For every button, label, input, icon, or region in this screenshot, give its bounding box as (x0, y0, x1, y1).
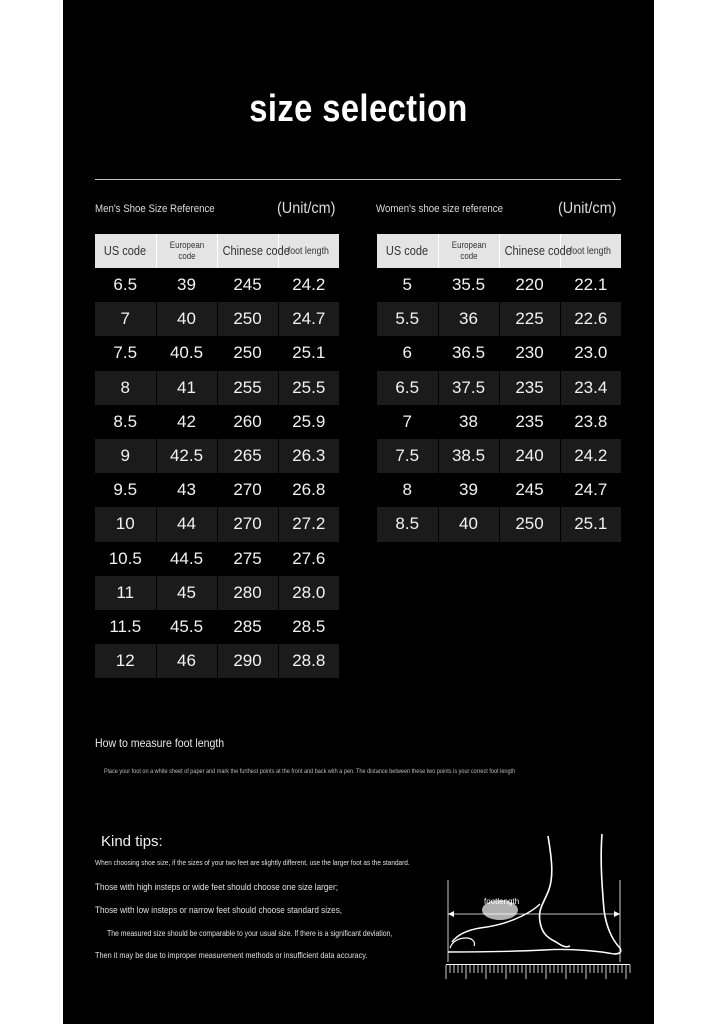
table-row (95, 610, 339, 644)
table-cell: 11.5 (95, 610, 156, 644)
table-cell: 25.9 (278, 405, 339, 439)
diagram-label: footlength (484, 897, 520, 906)
table-cell: 9.5 (95, 473, 156, 507)
table-cell: 25.1 (560, 507, 621, 541)
header-foot-length: foot length (560, 234, 621, 268)
table-cell: 40 (156, 302, 217, 336)
table-cell: 39 (438, 473, 499, 507)
table-cell: 28.0 (278, 576, 339, 610)
table-cell: 22.6 (560, 302, 621, 336)
ruler-baseline (446, 964, 630, 965)
table-row (377, 371, 621, 405)
table-cell: 285 (217, 610, 278, 644)
table-cell: 25.1 (278, 336, 339, 370)
table-cell: 23.4 (560, 371, 621, 405)
header-european-code: European code (156, 234, 217, 268)
arrow-right-icon (614, 911, 620, 917)
women-table-title: Women's shoe size reference (376, 203, 504, 215)
header-us-code: US code (95, 234, 156, 268)
table-cell: 7 (377, 405, 438, 439)
table-cell: 235 (499, 405, 560, 439)
table-cell: 230 (499, 336, 560, 370)
table-cell: 43 (156, 473, 217, 507)
table-cell: 38 (438, 405, 499, 439)
table-cell: 275 (217, 542, 278, 576)
foot-measure-diagram (444, 830, 636, 990)
table-cell: 245 (217, 268, 278, 302)
table-cell: 37.5 (438, 371, 499, 405)
table-cell: 42 (156, 405, 217, 439)
header-european-code: European code (438, 234, 499, 268)
table-cell: 235 (499, 371, 560, 405)
table-row (95, 268, 339, 302)
table-cell: 24.7 (278, 302, 339, 336)
tip-line: When choosing shoe size, if the sizes of your two feet are slightly different, use the larger foot as the standard. (95, 858, 410, 867)
table-cell: 6.5 (377, 371, 438, 405)
table-cell: 290 (217, 644, 278, 678)
table-row (95, 542, 339, 576)
table-cell: 265 (217, 439, 278, 473)
table-cell: 6 (377, 336, 438, 370)
arrow-left-icon (448, 911, 454, 917)
men-unit-label: (Unit/cm) (277, 200, 336, 217)
table-row (95, 473, 339, 507)
table-cell: 36.5 (438, 336, 499, 370)
table-row (377, 507, 621, 541)
table-row (377, 302, 621, 336)
table-cell: 22.1 (560, 268, 621, 302)
size-chart-page (63, 0, 654, 1024)
table-cell: 225 (499, 302, 560, 336)
table-row (377, 336, 621, 370)
table-cell: 24.7 (560, 473, 621, 507)
table-row (95, 507, 339, 541)
table-cell: 41 (156, 371, 217, 405)
table-cell: 24.2 (560, 439, 621, 473)
table-row (377, 473, 621, 507)
table-cell: 45 (156, 576, 217, 610)
table-row (95, 644, 339, 678)
table-cell: 245 (499, 473, 560, 507)
table-cell: 28.5 (278, 610, 339, 644)
header-us-code: US code (377, 234, 438, 268)
tip-line: Then it may be due to improper measurement methods or insufficient data accuracy. (95, 950, 368, 960)
table-cell: 10.5 (95, 542, 156, 576)
table-row (95, 576, 339, 610)
table-row (95, 371, 339, 405)
table-cell: 5 (377, 268, 438, 302)
table-cell: 240 (499, 439, 560, 473)
table-cell: 10 (95, 507, 156, 541)
table-cell: 250 (217, 302, 278, 336)
table-cell: 45.5 (156, 610, 217, 644)
page-title: size selection (249, 88, 468, 130)
foot-sole-line (448, 949, 614, 954)
table-cell: 28.8 (278, 644, 339, 678)
table-cell: 42.5 (156, 439, 217, 473)
women-unit-label: (Unit/cm) (558, 200, 617, 217)
tips-heading: Kind tips: (101, 833, 163, 850)
ruler (446, 965, 630, 979)
table-cell: 8.5 (95, 405, 156, 439)
measure-instructions: Place your foot on a white sheet of paper and mark the furthest points at the front and back with a pen. The distance between these two points is your correct foot length (104, 768, 516, 775)
table-cell: 26.3 (278, 439, 339, 473)
table-row (95, 439, 339, 473)
divider (95, 179, 621, 180)
women-size-table (377, 234, 621, 542)
table-cell: 8 (95, 371, 156, 405)
table-cell: 250 (499, 507, 560, 541)
table-row (377, 268, 621, 302)
table-cell: 39 (156, 268, 217, 302)
table-row (95, 405, 339, 439)
table-cell: 7.5 (95, 336, 156, 370)
table-cell: 36 (438, 302, 499, 336)
tip-line: Those with low insteps or narrow feet should choose standard sizes, (95, 905, 343, 916)
table-cell: 40.5 (156, 336, 217, 370)
table-cell: 8.5 (377, 507, 438, 541)
table-cell: 260 (217, 405, 278, 439)
table-cell: 23.0 (560, 336, 621, 370)
table-cell: 270 (217, 507, 278, 541)
table-cell: 23.8 (560, 405, 621, 439)
table-cell: 7.5 (377, 439, 438, 473)
table-cell: 46 (156, 644, 217, 678)
table-cell: 270 (217, 473, 278, 507)
table-cell: 280 (217, 576, 278, 610)
table-cell: 255 (217, 371, 278, 405)
measure-heading: How to measure foot length (95, 736, 225, 750)
foot-outline-left (539, 836, 570, 947)
table-cell: 44.5 (156, 542, 217, 576)
table-cell: 26.8 (278, 473, 339, 507)
table-cell: 27.6 (278, 542, 339, 576)
table-row (95, 302, 339, 336)
table-cell: 27.2 (278, 507, 339, 541)
table-cell: 38.5 (438, 439, 499, 473)
table-cell: 8 (377, 473, 438, 507)
table-cell: 220 (499, 268, 560, 302)
men-size-table (95, 234, 339, 678)
header-chinese-code: Chinese code (217, 234, 278, 268)
table-cell: 5.5 (377, 302, 438, 336)
table-row (377, 439, 621, 473)
table-cell: 40 (438, 507, 499, 541)
table-cell: 250 (217, 336, 278, 370)
table-cell: 12 (95, 644, 156, 678)
tip-line: Those with high insteps or wide feet should choose one size larger; (95, 882, 338, 893)
table-cell: 25.5 (278, 371, 339, 405)
foot-outline-right (601, 834, 621, 954)
table-row (377, 405, 621, 439)
table-cell: 9 (95, 439, 156, 473)
table-cell: 6.5 (95, 268, 156, 302)
table-cell: 44 (156, 507, 217, 541)
header-foot-length: foot length (278, 234, 339, 268)
table-cell: 35.5 (438, 268, 499, 302)
table-cell: 11 (95, 576, 156, 610)
header-chinese-code: Chinese code (499, 234, 560, 268)
tip-line: The measured size should be comparable to your usual size. If there is a significant deviation, (107, 929, 393, 938)
table-row (95, 336, 339, 370)
table-cell: 7 (95, 302, 156, 336)
table-cell: 24.2 (278, 268, 339, 302)
men-table-title: Men's Shoe Size Reference (95, 203, 215, 215)
